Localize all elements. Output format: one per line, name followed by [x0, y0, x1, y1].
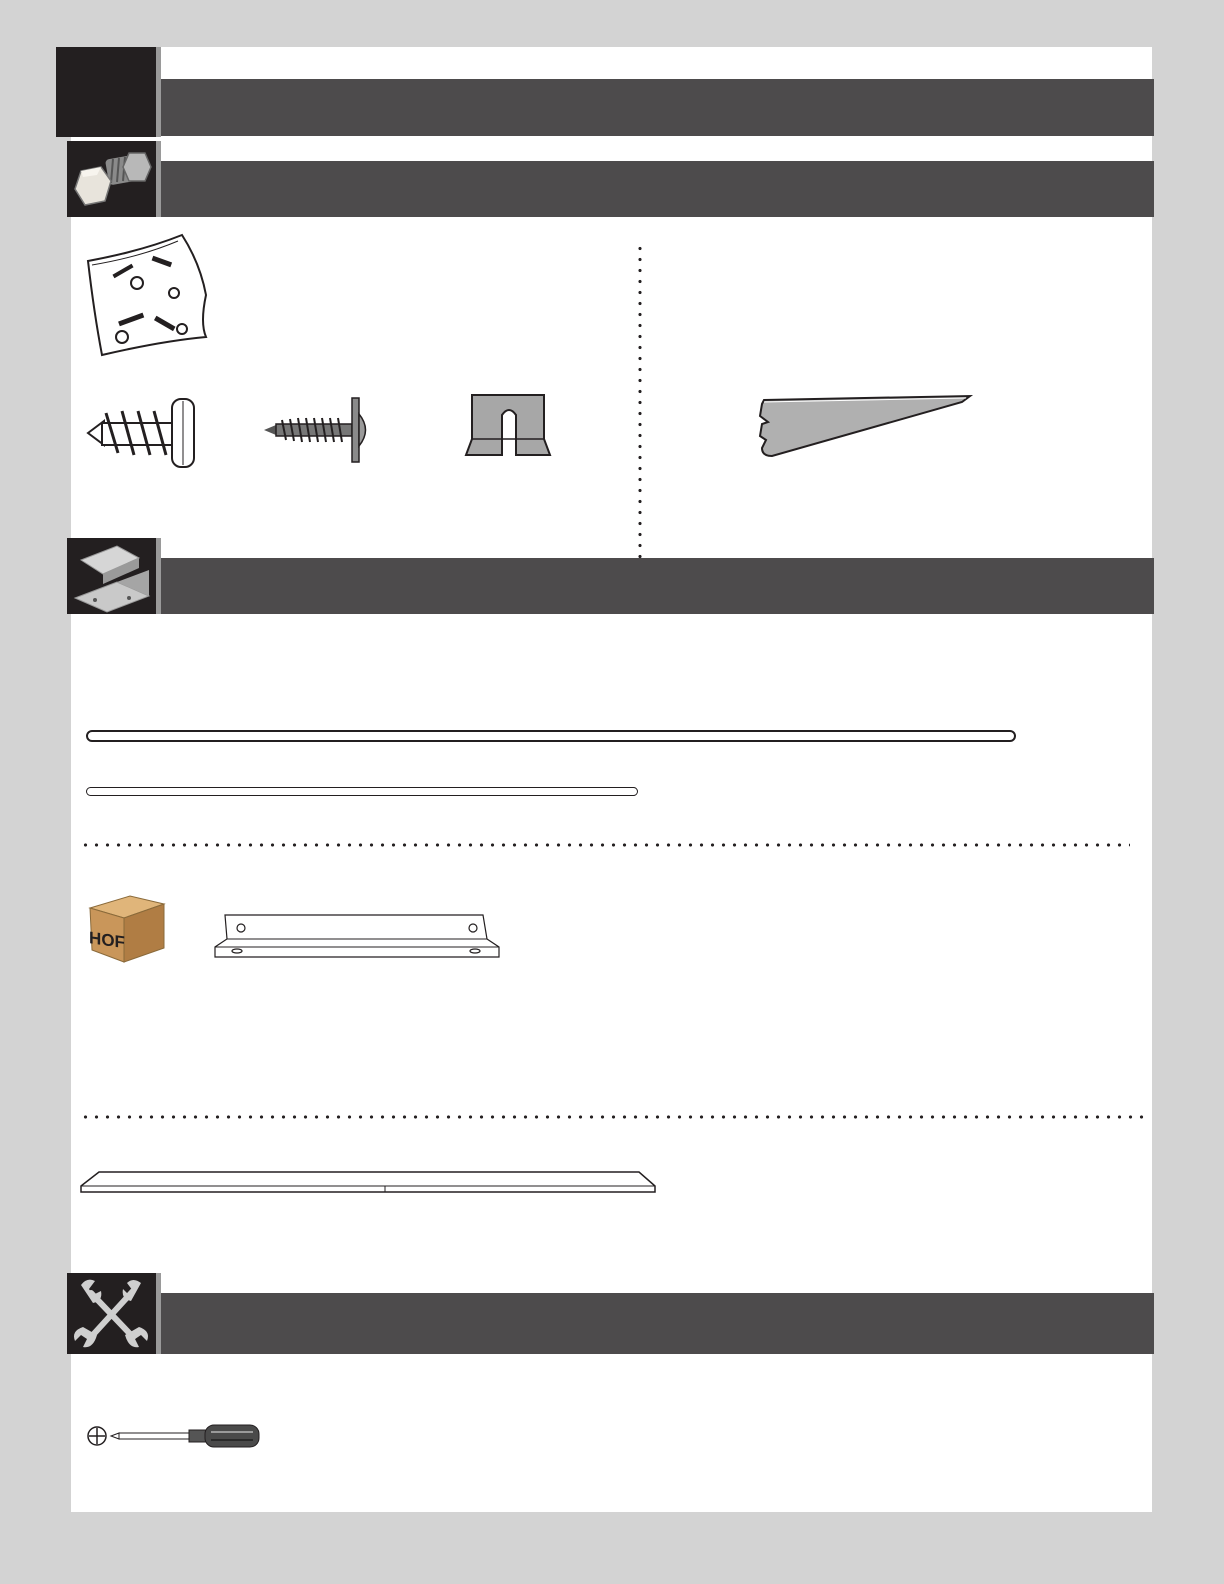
vertical-divider — [638, 243, 642, 563]
crossed-wrenches-icon — [67, 1273, 156, 1354]
bolt-and-nut-icon — [67, 141, 156, 217]
parts-bar — [161, 558, 1154, 614]
horizontal-divider-2 — [80, 1115, 1150, 1119]
washer-head-screw-icon — [262, 396, 372, 464]
angle-bracket-icon — [213, 913, 501, 959]
parts-icon-box — [67, 538, 161, 614]
hardware-icon-box — [67, 141, 161, 217]
tools-bar — [161, 1293, 1154, 1354]
phillips-screwdriver-icon — [85, 1420, 265, 1452]
short-rod — [86, 787, 638, 796]
horizontal-divider-1 — [80, 843, 1130, 847]
bracket-icon — [67, 538, 156, 614]
parts-box-icon — [88, 892, 168, 964]
step-number-block — [56, 47, 161, 137]
shelf-bracket-icon — [752, 394, 974, 464]
wall-anchor-icon — [84, 395, 200, 471]
box-label: HOF — [89, 928, 125, 953]
title-bar — [161, 79, 1154, 136]
plastic-clip-icon — [464, 391, 554, 461]
tools-icon-box — [67, 1273, 161, 1354]
hardware-bag-icon — [82, 233, 214, 361]
hardware-bar — [161, 161, 1154, 217]
long-rod — [86, 730, 1016, 742]
shelf-board-icon — [79, 1170, 659, 1196]
